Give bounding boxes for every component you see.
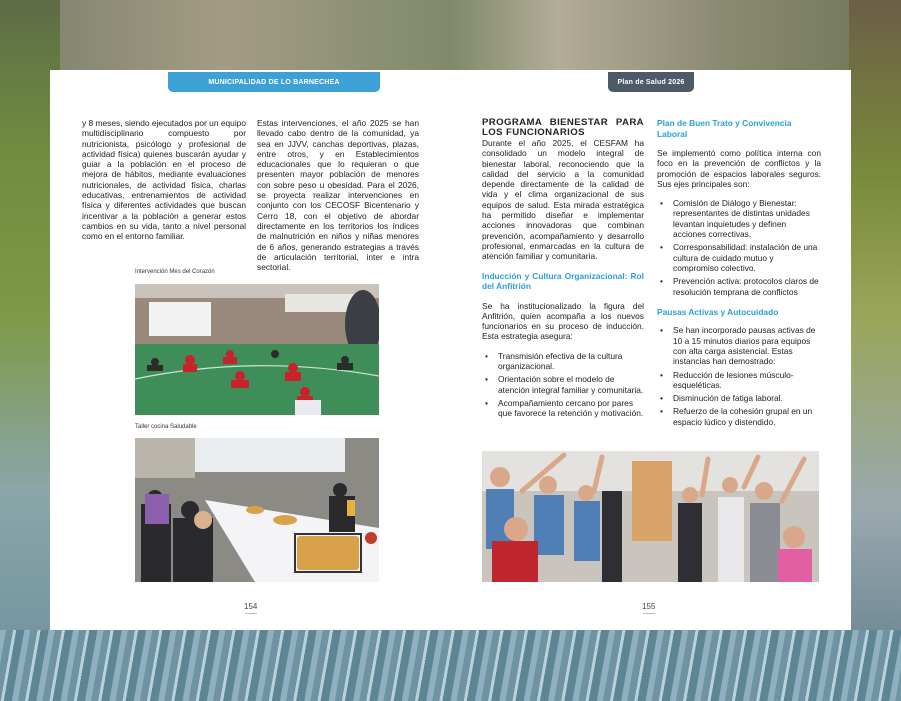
gym-activity-illustration xyxy=(135,284,379,415)
page154-col1-text: y 8 meses, siendo ejecutados por un equipo multidisciplinario compuesto por nutricionista, psicólogo y profesional de actividad física) quienes buscarán ayudar y guiar a la población en el proceso de mejora de hábitos, mediante evaluaciones nutricionales, de actividad física, charlas educativas, entrenamientos de actividad física y diferentes actividades que buscan incentivar a la población a generar estos cambios en su vida, tanto a nivel personal como en el entorno familiar. xyxy=(82,118,246,242)
good-treatment-text: Se implementó como política interna con foco en la prevención de conflictos y la promoción de espacios laborales seguros. Sus ejes principales son: xyxy=(657,148,821,189)
list-item: • Comisión de Diálogo y Bienestar: representantes de distintas unidades levantan inquietudes y definen acciones correctivas. xyxy=(657,198,821,239)
subheading-good-treatment: Plan de Buen Trato y Convivencia Laboral xyxy=(657,118,792,139)
wellbeing-intro-text: Durante el año 2025, el CESFAM ha consolidado un modelo integral de bienestar laboral, reconociendo que la calidad del servicio a la comunidad depende directamente de la calidad de vida y el clima organizacional de sus equipos de salud. Esta mirada estratégica ha permitido diseñar e implementar acciones innovadoras que combinan prevención, acompañamiento y desarrollo profesional, enmarcadas en la cultura de atención familiar y comunitaria. xyxy=(482,138,644,262)
good-treatment-bullet-list xyxy=(657,198,821,297)
page154-column2 xyxy=(257,118,419,272)
page154-column1 xyxy=(82,118,246,242)
page155-column1 xyxy=(482,118,644,422)
active-breaks-group-illustration xyxy=(482,451,819,582)
list-item: • Se han incorporado pausas activas de 10 a 15 minutos diarios para equipos con alta carga asistencial. Estas instancias han demostrado: xyxy=(657,325,821,366)
page155-column2 xyxy=(657,118,821,430)
page154-col2-text: Estas intervenciones, el año 2025 se han llevado cabo dentro de la comunidad, ya sea en JJVV, canchas deportivas, plazas, entre otros, y en Establecimientos educacionales que lo requieran o que presenten mayor población de menores con sobre peso u obesidad. Para el 2026, se proyecta realizar intervenciones en conjunto con los CECOSF Bicentenario y Cerro 18, con el objetivo de abordar directamente en los territorios los índices de malnutrición en niños y niñas menores de 6 años, generando estrategias a través de articulación territorial, inter e intra sectorial. xyxy=(257,118,419,273)
background-rocks xyxy=(0,0,901,72)
list-item: • Disminución de fatiga laboral. xyxy=(657,393,821,403)
photo-healthy-cooking xyxy=(135,438,379,582)
background-vegetation-right xyxy=(849,0,901,701)
induction-text: Se ha institucionalizado la figura del Anfitrión, quien acompaña a los nuevos funcionarios en su proceso de inducción. Esta estrategia asegura: xyxy=(482,300,644,342)
photo-active-breaks xyxy=(482,451,819,582)
list-item: • Transmisión efectiva de la cultura organizacional. xyxy=(482,351,644,372)
photo-caption-heart-month: Intervención Mes del Corazón xyxy=(135,269,215,275)
header-tab-municipality: MUNICIPALIDAD DE LO BARNECHEA xyxy=(168,72,380,92)
list-item: • Prevención activa: protocolos claros de resolución temprana de conflictos xyxy=(657,276,821,297)
page-number-154: 154 xyxy=(244,602,257,614)
list-item: • Reducción de lesiones músculo-esqueléticas. xyxy=(657,370,821,391)
photo-caption-healthy-cooking: Taller cocina Saludable xyxy=(135,424,197,430)
background-river xyxy=(0,630,901,701)
section-heading-wellbeing: PROGRAMA BIENESTAR PARA LOS FUNCIONARIOS xyxy=(482,117,644,138)
list-item: • Refuerzo de la cohesión grupal en un espacio lúdico y distendido. xyxy=(657,406,821,427)
cooking-workshop-illustration xyxy=(135,438,379,582)
list-item: • Orientación sobre el modelo de atención integral familiar y comunitaria. xyxy=(482,374,644,395)
subheading-active-breaks: Pausas Activas y Autocuidado xyxy=(657,306,779,317)
photo-heart-month xyxy=(135,284,379,415)
list-item: • Corresponsabilidad: instalación de una cultura de cuidado mutuo y compromiso colectivo. xyxy=(657,242,821,273)
subheading-induction: Inducción y Cultura Organizacional: Rol del Anfitrión xyxy=(482,270,644,292)
header-tab-plan: Plan de Salud 2026 xyxy=(608,72,694,92)
active-breaks-bullet-list xyxy=(657,325,821,427)
list-item: • Acompañamiento cercano por pares que favorece la retención y motivación. xyxy=(482,398,644,419)
page-number-155: 155 xyxy=(642,602,655,614)
induction-bullet-list xyxy=(482,351,644,419)
